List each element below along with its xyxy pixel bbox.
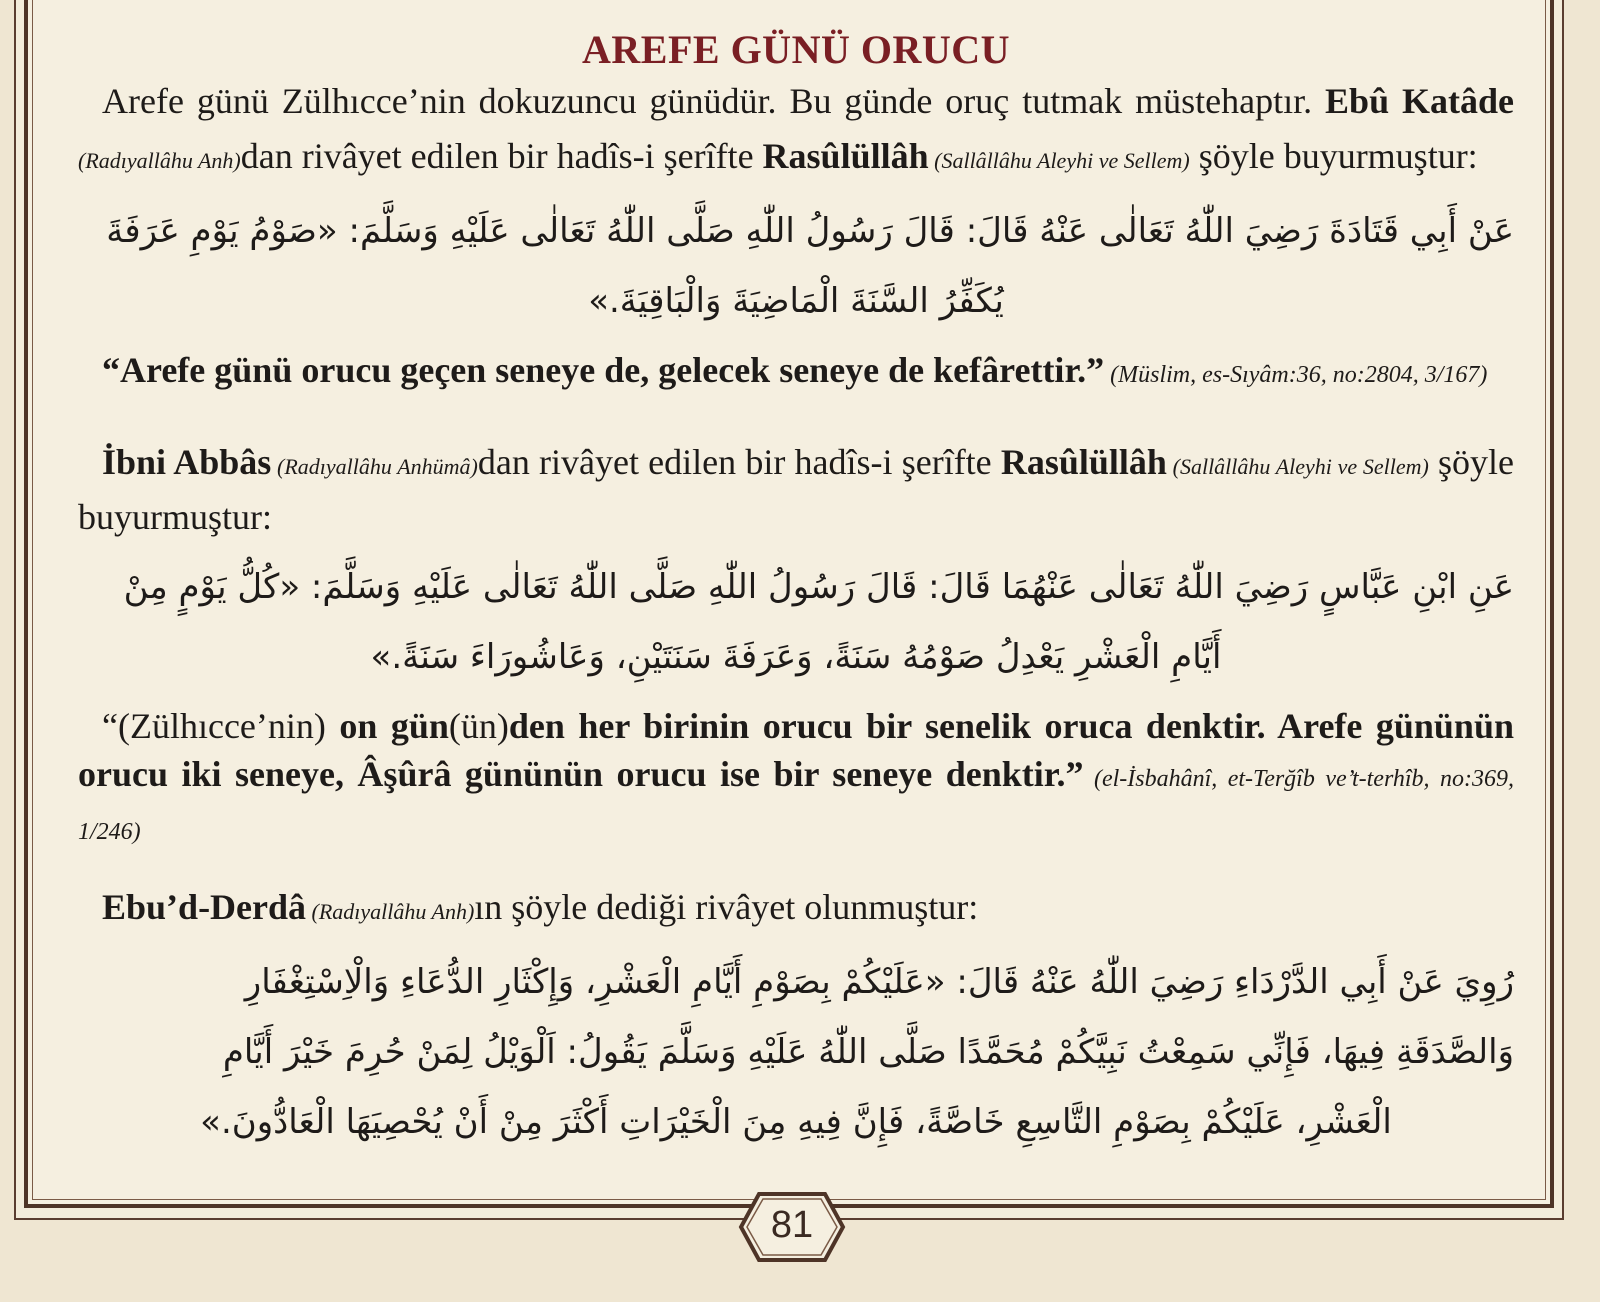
- section2-intro-c: şöyle buyurmuştur:: [78, 442, 1515, 537]
- section2-arabic-line1: عَنِ ابْنِ عَبَّاسٍ رَضِيَ اللّٰهُ تَعَالٰى عَنْهُمَا قَالَ: قَالَ رَسُولُ اللّٰهِ صَلَّى اللّٰهُ تَعَالٰى عَلَيْهِ وَسَلَّمَ: «كُلُّ يَوْمٍ مِنْ: [123, 567, 1514, 607]
- section2-arabic-line2: أَيَّامِ الْعَشْرِ يَعْدِلُ صَوْمُهُ سَنَةً، وَعَرَفَةَ سَنَتَيْنِ، وَعَاشُورَاءَ سَنَةً.»: [370, 637, 1222, 677]
- section1-narrator-note: (Radıyallâhu Anh): [78, 148, 241, 173]
- section3-narrator-note: (Radıyallâhu Anh): [306, 899, 475, 924]
- section2-quote-open: “(Zülhıcce’nin): [102, 706, 340, 746]
- section1-source: (Müslim, es-Sıyâm:36, no:2804, 3/167): [1104, 362, 1488, 388]
- section1-arabic-line1: عَنْ أَبِي قَتَادَةَ رَضِيَ اللّٰهُ تَعَالٰى عَنْهُ قَالَ: قَالَ رَسُولُ اللّٰهِ صَلَّى اللّٰهُ تَعَالٰى عَلَيْهِ وَسَلَّمَ: «صَوْمُ يَوْمِ عَرَفَةَ: [106, 211, 1514, 251]
- page-number-badge: [737, 1190, 847, 1264]
- section2-intro-b: dan rivâyet edilen bir hadîs-i şerîfte: [477, 442, 1001, 482]
- section3-narrator: Ebu’d-Derdâ: [102, 887, 307, 927]
- section1-narrator: Ebû Katâde: [1325, 81, 1515, 121]
- section3-arabic-line2: وَالصَّدَقَةِ فِيهَا، فَإِنِّي سَمِعْتُ نَبِيَّكُمْ مُحَمَّدًا صَلَّى اللّٰهُ عَلَيْهِ وَسَلَّمَ يَقُولُ: اَلْوَيْلُ لِمَنْ حُرِمَ خَيْرَ أَيَّامِ: [222, 1032, 1514, 1072]
- section3-intro-b: ın şöyle dediği rivâyet olunmuştur:: [474, 887, 979, 927]
- section2-narrator: İbni Abbâs: [102, 442, 272, 482]
- section1-intro-a: Arefe günü Zülhıcce’nin dokuzuncu günüdür. Bu günde oruç tutmak müstehaptır.: [102, 81, 1326, 121]
- section1-intro-c: şöyle buyurmuştur:: [1189, 136, 1478, 176]
- section2-source: (el-İsbahânî, et-Terğîb ve’t-terhîb, no:369, 1/246): [78, 766, 1514, 845]
- section2-prophet-note: (Sallâllâhu Aleyhi ve Sellem): [1166, 454, 1429, 479]
- section1-prophet-note: (Sallâllâhu Aleyhi ve Sellem): [928, 148, 1190, 173]
- section2-quote-block: [78, 702, 1514, 856]
- section1-intro: [78, 76, 1514, 186]
- section1-arabic-line2: يُكَفِّرُ السَّنَةَ الْمَاضِيَةَ وَالْبَاقِيَةَ.»: [588, 281, 1004, 321]
- section2-quote-mid: (ün): [448, 706, 509, 746]
- page-title: AREFE GÜNÜ ORUCU: [582, 27, 1010, 72]
- section2-prophet: Rasûlüllâh: [1000, 442, 1167, 482]
- section1-intro-b: dan rivâyet edilen bir hadîs-i şerîfte: [240, 136, 763, 176]
- section3-arabic-line3: الْعَشْرِ، عَلَيْكُمْ بِصَوْمِ التَّاسِعِ خَاصَّةً، فَإِنَّ فِيهِ مِنَ الْخَيْرَاتِ أَكْثَرَ مِنْ أَنْ يُحْصِيَهَا الْعَادُّونَ.»: [200, 1102, 1392, 1142]
- section2-narrator-note: (Radıyallâhu Anhümâ): [271, 454, 478, 479]
- section2-quote-bold2: den her birinin orucu bir senelik oruca denktir. Arefe gününün orucu iki seneye, Âşûrâ gününün orucu ise bir seneye denktir.”: [78, 706, 1514, 794]
- section1-quote-block: [78, 346, 1514, 399]
- section1-quote: “Arefe günü orucu geçen seneye de, gelecek seneye de kefârettir.”: [102, 350, 1105, 390]
- section3-arabic-line1: رُوِيَ عَنْ أَبِي الدَّرْدَاءِ رَضِيَ اللّٰهُ عَنْهُ قَالَ: «عَلَيْكُمْ بِصَوْمِ أَيَّامِ الْعَشْرِ، وَإِكْثَارِ الدُّعَاءِ وَالْاِسْتِغْفَارِ: [244, 962, 1514, 1002]
- page-number: 81: [770, 1204, 814, 1246]
- section2-intro: [78, 437, 1514, 542]
- section3-intro: [78, 882, 1514, 937]
- page-content: [78, 24, 1514, 1157]
- section2-quote-bold1: on gün: [339, 706, 449, 746]
- section1-prophet: Rasûlüllâh: [762, 136, 929, 176]
